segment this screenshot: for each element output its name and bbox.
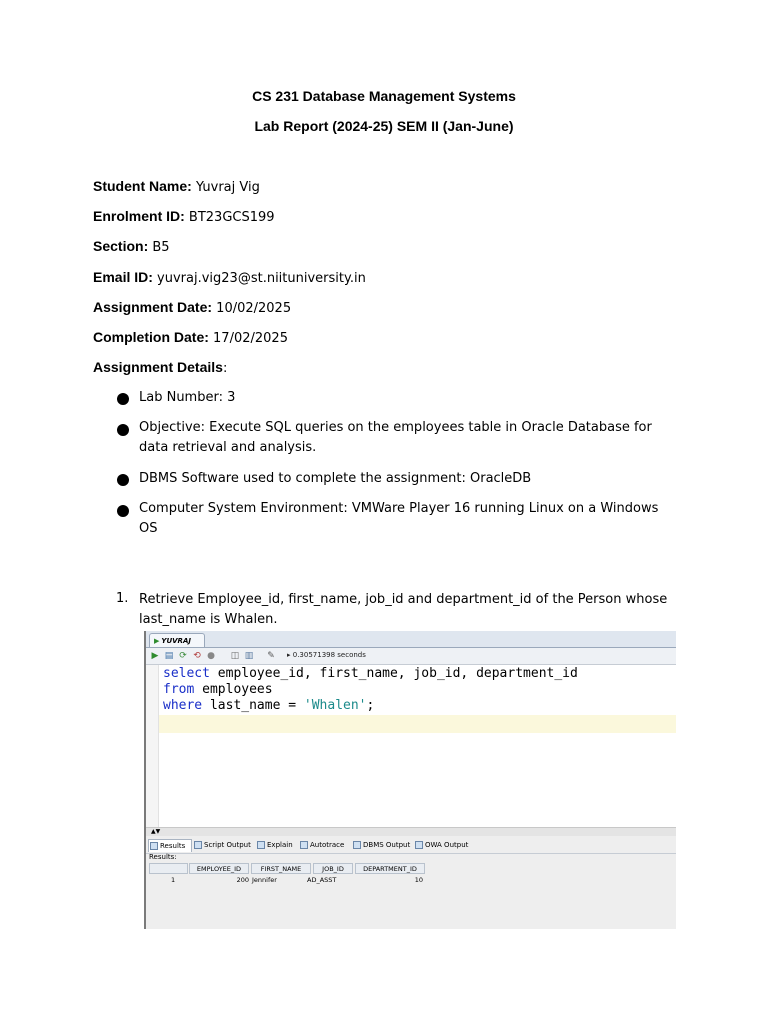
email-field: [93, 269, 366, 286]
connection-icon: ▶: [154, 637, 160, 645]
course-title: CS 231 Database Management Systems: [252, 88, 516, 104]
tab-dbms-output-label: DBMS Output: [363, 841, 411, 849]
enrolment-field: [93, 208, 275, 225]
current-line-highlight: [159, 715, 676, 733]
assignment-date-label: Assignment Date:: [93, 299, 213, 315]
detail-item: Objective: Execute SQL queries on the employees table in Oracle Database for data retrieval and analysis.: [139, 420, 652, 455]
dbms-output-icon: [353, 841, 361, 849]
tab-autotrace[interactable]: [299, 839, 351, 852]
email-label: Email ID:: [93, 269, 153, 285]
sql-keyword: select: [163, 666, 210, 681]
column-header[interactable]: [313, 863, 353, 874]
column-header-label: FIRST_NAME: [260, 865, 302, 873]
section-field: [93, 238, 170, 255]
owa-output-icon: [415, 841, 423, 849]
cell-job-id[interactable]: AD_ASST: [307, 876, 337, 884]
detail-item: Lab Number: 3: [139, 390, 236, 405]
section-label: Section:: [93, 238, 149, 254]
bullet-icon: [117, 424, 129, 436]
student-name-value: Yuvraj Vig: [195, 180, 260, 195]
completion-date-label: Completion Date:: [93, 329, 209, 345]
tab-dbms-output[interactable]: [352, 839, 412, 852]
bullet-icon: [117, 393, 129, 405]
question-text: Retrieve Employee_id, first_name, job_id and department_id of the Person whose last_name is Whalen.: [139, 592, 668, 627]
editor-gutter: [146, 665, 159, 827]
grid-corner: [149, 863, 188, 874]
assignment-date-value: 10/02/2025: [216, 301, 292, 316]
sql-keyword: where: [163, 698, 203, 713]
results-label: Results:: [149, 853, 177, 861]
elapsed-time: ▸ 0.30571398 seconds: [287, 651, 366, 659]
completion-date-value: 17/02/2025: [213, 331, 288, 346]
tab-script-output-label: Script Output: [204, 841, 251, 849]
commit-icon[interactable]: ⟳: [179, 651, 187, 661]
worksheet-tab-strip: [146, 631, 676, 648]
student-name-field: [93, 178, 260, 195]
autotrace-tab-icon: [300, 841, 308, 849]
sql-text: employees: [194, 682, 273, 697]
run-statement-icon[interactable]: ▶: [151, 651, 159, 661]
tab-owa-output[interactable]: [414, 839, 474, 852]
rollback-icon[interactable]: ⟲: [193, 651, 201, 661]
email-value: yuvraj.vig23@st.niituniversity.in: [157, 271, 366, 286]
tab-autotrace-label: Autotrace: [310, 841, 345, 849]
script-output-icon: [194, 841, 202, 849]
sql-editor[interactable]: [146, 665, 676, 827]
sql-line-1: [163, 666, 578, 682]
completion-date-field: [93, 329, 288, 346]
column-header[interactable]: [189, 863, 249, 874]
assignment-details-colon: :: [222, 361, 228, 376]
tab-explain[interactable]: [256, 839, 298, 852]
sql-text: employee_id, first_name, job_id, department_id: [209, 666, 578, 681]
column-header-label: JOB_ID: [322, 865, 344, 873]
cancel-icon[interactable]: ●: [207, 651, 215, 661]
enrolment-value: BT23GCS199: [188, 210, 275, 225]
sql-text: last_name =: [202, 698, 304, 713]
explain-icon: [257, 841, 265, 849]
worksheet-tab-label: YUVRAJ: [161, 637, 191, 645]
column-header[interactable]: [251, 863, 311, 874]
question-number: 1.: [116, 591, 129, 606]
worksheet-tab[interactable]: [149, 633, 205, 647]
assignment-details-heading: [93, 359, 227, 376]
column-header-label: EMPLOYEE_ID: [196, 865, 242, 873]
assignment-details-label: Assignment Details: [93, 359, 223, 375]
enrolment-label: Enrolment ID:: [93, 208, 185, 224]
worksheet-toolbar: [146, 648, 676, 665]
tab-explain-label: Explain: [267, 841, 293, 849]
detail-item: Computer System Environment: VMWare Player 16 running Linux on a Windows OS: [139, 501, 659, 536]
report-title: Lab Report (2024-25) SEM II (Jan-June): [254, 118, 514, 134]
results-icon: [150, 842, 158, 850]
student-name-label: Student Name:: [93, 178, 192, 194]
cell-employee-id[interactable]: 200: [236, 876, 249, 884]
tab-results-label: Results: [160, 842, 186, 850]
tab-script-output[interactable]: [193, 839, 255, 852]
detail-item: DBMS Software used to complete the assignment: OracleDB: [139, 471, 532, 486]
sql-string: 'Whalen': [303, 698, 367, 713]
row-number: 1: [171, 876, 176, 884]
cell-department-id[interactable]: 10: [414, 876, 423, 884]
assignment-date-field: [93, 299, 291, 316]
result-tabs: [146, 837, 676, 854]
elapsed-time-value: 0.30571398 seconds: [292, 651, 366, 659]
autotrace-icon[interactable]: ▥: [244, 651, 254, 661]
section-value: B5: [152, 240, 170, 255]
clear-icon[interactable]: ✎: [267, 651, 275, 661]
tab-results[interactable]: [148, 839, 192, 852]
sql-line-2: [163, 682, 273, 698]
bullet-icon: [117, 474, 129, 486]
run-script-icon[interactable]: ▤: [164, 651, 174, 661]
sql-line-3: [163, 698, 374, 714]
explain-plan-icon[interactable]: ◫: [230, 651, 240, 661]
column-header[interactable]: [355, 863, 425, 874]
sql-developer-screenshot: [144, 631, 676, 929]
cell-first-name[interactable]: Jennifer: [252, 876, 277, 884]
sql-text: ;: [366, 698, 375, 713]
column-header-label: DEPARTMENT_ID: [363, 865, 417, 873]
sql-keyword: from: [163, 682, 195, 697]
tab-owa-output-label: OWA Output: [425, 841, 469, 849]
pane-splitter[interactable]: ▲▼: [146, 827, 676, 836]
bullet-icon: [117, 505, 129, 517]
